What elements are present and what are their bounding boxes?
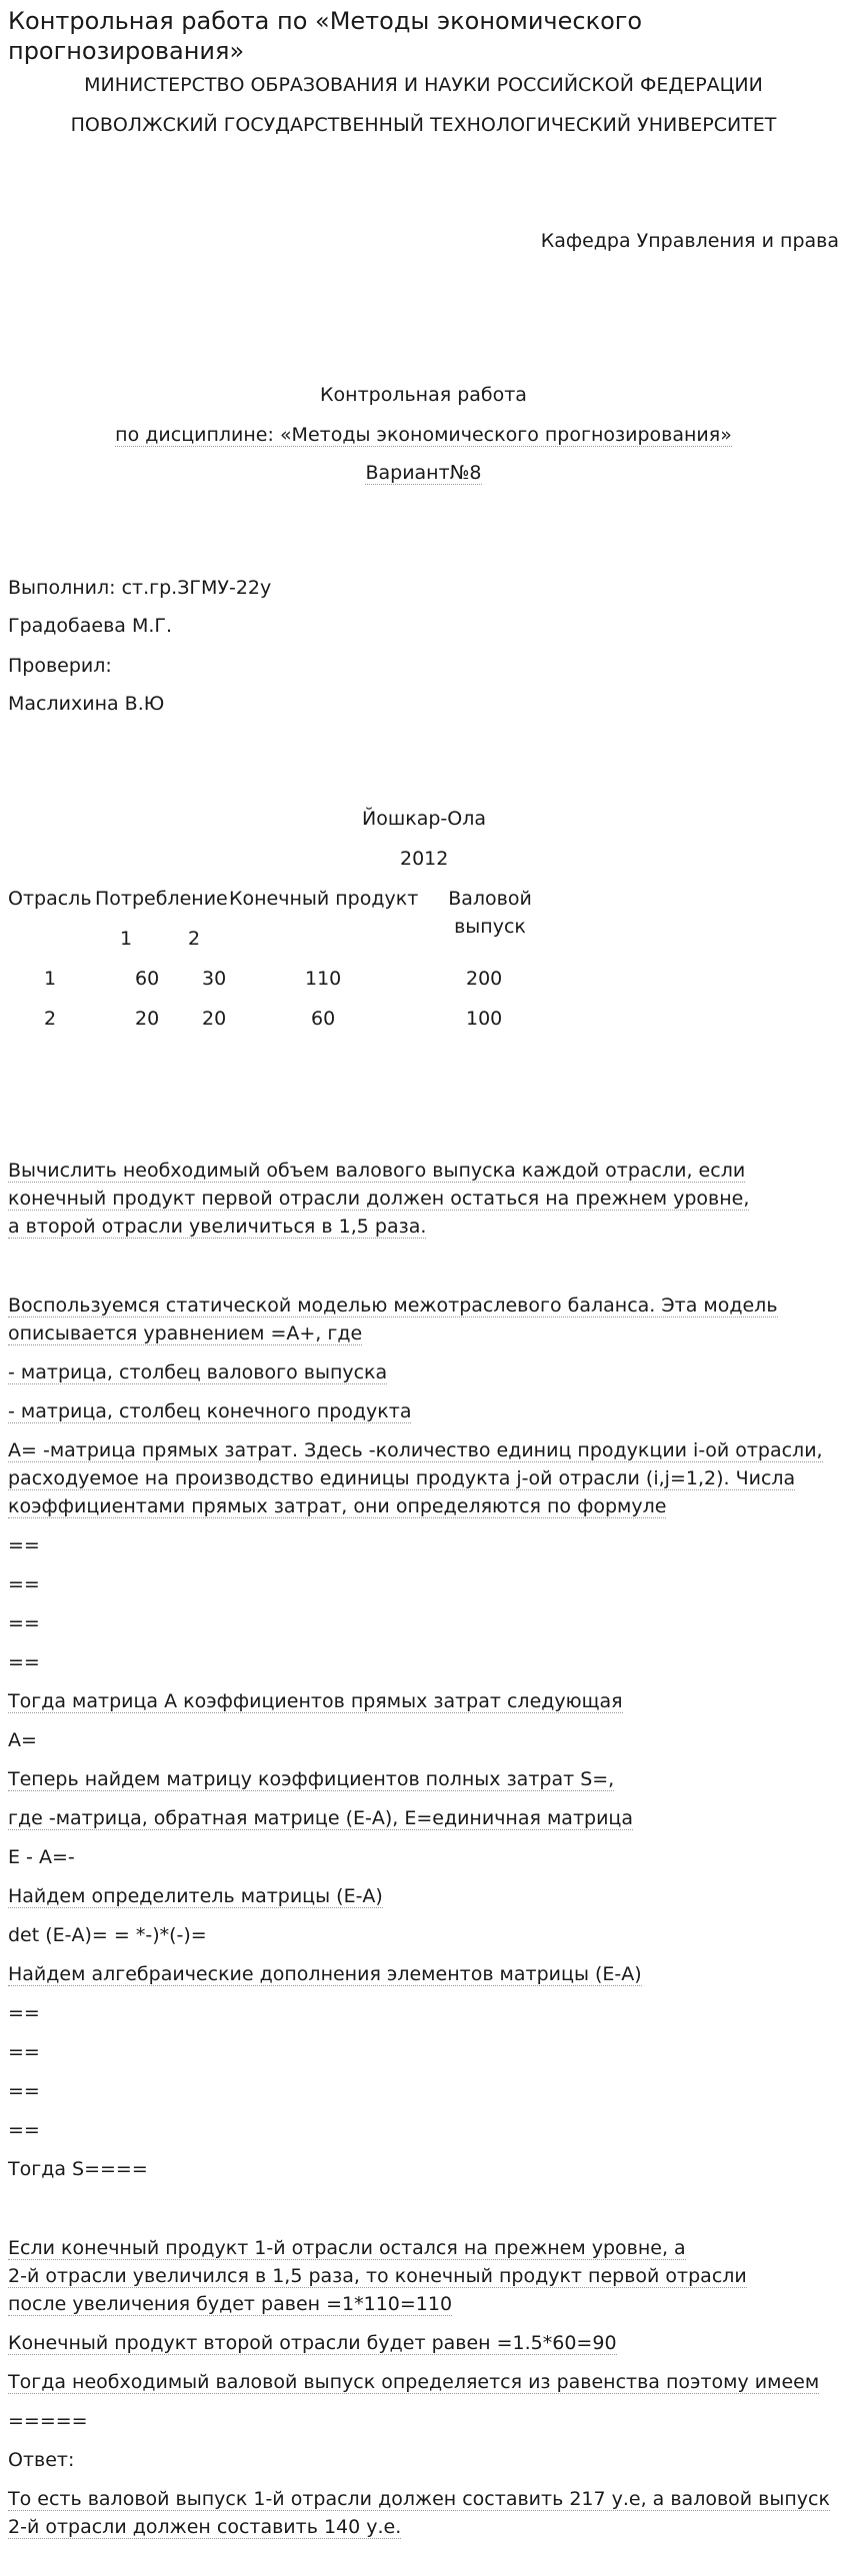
formula-line: Тогда S====: [8, 2158, 148, 2180]
work-title: Контрольная работа: [320, 384, 527, 406]
solution-line: - матрица, столбец валового выпуска: [8, 1361, 388, 1383]
formula-line: det (Е-А)= = *-)*(-)=: [8, 1924, 207, 1946]
solution-line: Если конечный продукт 1-й отрасли остался на прежнем уровне, а: [8, 2237, 686, 2259]
checker-line: Проверил:: [8, 655, 112, 677]
table-header-consumption: Потребление: [95, 888, 228, 910]
table-header-gross-1: Валовой: [448, 888, 532, 910]
variant-line: [0, 462, 847, 484]
page-title-line-1: Контрольная работа по «Методы экономического: [8, 7, 643, 35]
table-cell-gross: 100: [466, 1008, 503, 1030]
solution-line: 2-й отрасли увеличился в 1,5 раза, то конечный продукт первой отрасли: [8, 2265, 747, 2287]
table-cell-c2: 30: [202, 968, 227, 990]
solution-line: Тогда матрица А коэффициентов прямых затрат следующая: [8, 1690, 623, 1712]
formula-line: ==: [8, 2041, 40, 2063]
solution-line: где -матрица, обратная матрице (Е-А), Е=единичная матрица: [8, 1807, 633, 1829]
solution-line: Воспользуемся статической моделью межотраслевого баланса. Эта модель: [8, 1294, 778, 1316]
formula-line: ==: [8, 2119, 40, 2141]
table-cell-c2: 20: [202, 1008, 227, 1030]
answer-label: Ответ:: [8, 2449, 75, 2471]
university-line: ПОВОЛЖСКИЙ ГОСУДАРСТВЕННЫЙ ТЕХНОЛОГИЧЕСКИЙ УНИВЕРСИТЕТ: [70, 114, 777, 136]
table-cell-final: 60: [311, 1008, 336, 1030]
formula-line: Е - А=-: [8, 1846, 75, 1868]
formula-line: =====: [8, 2410, 88, 2432]
formula-line: ==: [8, 1534, 40, 1556]
solution-line: - матрица, столбец конечного продукта: [8, 1400, 412, 1422]
table-cell-branch: 2: [44, 1008, 57, 1030]
formula-line: А=: [8, 1729, 37, 1751]
city-line: Йошкар-Ола: [362, 808, 487, 830]
solution-line: коэффициентами прямых затрат, они определяются по формуле: [8, 1495, 667, 1517]
formula-line: ==: [8, 1612, 40, 1634]
solution-line: А= -матрица прямых затрат. Здесь -количество единиц продукции i-ой отрасли,: [8, 1439, 823, 1461]
answer-line: 2-й отрасли должен составить 140 у.е.: [8, 2516, 402, 2538]
year-line: 2012: [400, 848, 449, 870]
solution-line: Конечный продукт второй отрасли будет равен =1.5*60=90: [8, 2332, 617, 2354]
task-line-1: Вычислить необходимый объем валового выпуска каждой отрасли, если: [8, 1160, 746, 1182]
solution-line: описывается уравнением =А+, где: [8, 1322, 363, 1344]
variant-text: Вариант№8: [365, 462, 482, 484]
task-line-2: конечный продукт первой отрасли должен остаться на прежнем уровне,: [8, 1188, 750, 1210]
ministry-line: МИНИСТЕРСТВО ОБРАЗОВАНИЯ И НАУКИ РОССИЙСКОЙ ФЕДЕРАЦИИ: [84, 74, 763, 96]
solution-line: после увеличения будет равен =1*110=110: [8, 2293, 453, 2315]
page-title-line-2: прогнозирования»: [8, 37, 245, 65]
solution-line: Найдем определитель матрицы (Е-А): [8, 1885, 383, 1907]
solution-line: Теперь найдем матрицу коэффициентов полных затрат S=,: [8, 1768, 615, 1790]
formula-line: ==: [8, 2080, 40, 2102]
table-subheader-2: 2: [188, 928, 201, 950]
page-title: [8, 6, 642, 66]
formula-line: ==: [8, 1651, 40, 1673]
task-line-3: а второй отрасли увеличиться в 1,5 раза.: [8, 1216, 427, 1238]
table-cell-final: 110: [305, 968, 342, 990]
table-cell-gross: 200: [466, 968, 503, 990]
solution-line: Найдем алгебраические дополнения элементов матрицы (Е-А): [8, 1963, 642, 1985]
formula-line: ==: [8, 2002, 40, 2024]
checker-name: Маслихина В.Ю: [8, 693, 165, 715]
table-cell-c1: 20: [135, 1008, 160, 1030]
solution-line: расходуемое на производство единицы продукта j-ой отрасли (i,j=1,2). Числа: [8, 1467, 796, 1489]
table-subheader-1: 1: [120, 928, 133, 950]
author-name: Градобаева М.Г.: [8, 615, 173, 637]
answer-line: То есть валовой выпуск 1-й отрасли должен составить 217 у.е, а валовой выпуск: [8, 2488, 830, 2510]
discipline-text: по дисциплине: «Методы экономического прогнозирования»: [115, 424, 732, 446]
solution-line: Тогда необходимый валовой выпуск определяется из равенства поэтому имеем: [8, 2371, 820, 2393]
department-line: Кафедра Управления и права: [540, 230, 839, 252]
table-header-branch: Отрасль: [8, 888, 92, 910]
author-line: Выполнил: ст.гр.ЗГМУ-22у: [8, 577, 272, 599]
table-header-final: Конечный продукт: [229, 888, 419, 910]
formula-line: ==: [8, 1573, 40, 1595]
table-cell-c1: 60: [135, 968, 160, 990]
table-header-gross-2: выпуск: [454, 916, 526, 938]
table-cell-branch: 1: [44, 968, 57, 990]
discipline-line: [0, 424, 847, 446]
